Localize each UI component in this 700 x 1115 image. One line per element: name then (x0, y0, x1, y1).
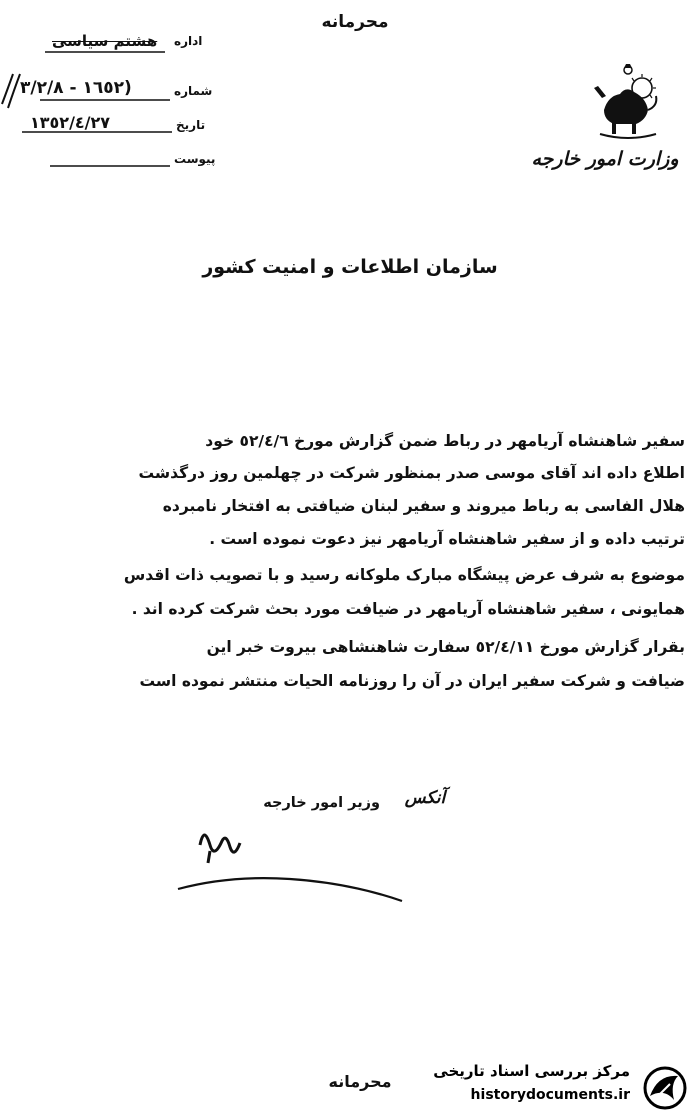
body-line: سفیر شاهنشاه آریامهر در رباط ضمن گزارش مورخ ٥٢/٤/٦ خود (205, 432, 685, 450)
classification-footer: محرمانه (328, 1072, 392, 1091)
body-line: اطلاع داده اند آقای موسی صدر بمنظور شرکت در چهلمین روز درگذشت (138, 464, 685, 482)
lion-and-sun-emblem-icon (586, 58, 670, 142)
number-value: (١٦٥٢ - ٣/٢/٨ (20, 78, 132, 98)
body-line: هلال الفاسی به رباط میروند و سفیر لبنان ضیافتی به افتخار نامبرده (162, 497, 685, 515)
handwritten-signature (170, 815, 410, 905)
date-label: تاریخ (176, 118, 206, 132)
date-value: ١٣٥٢/٤/٢٧ (30, 113, 111, 132)
classification-header: محرمانه (321, 12, 389, 32)
body-line: موضوع به شرف عرض پیشگاه مبارک ملوکانه رسید و با تصویب ذات اقدس (123, 566, 685, 584)
department-label: اداره (174, 34, 203, 48)
handwritten-note: آنکس (404, 788, 446, 808)
body-line: ترتیب داده و از سفیر شاهنشاه آریامهر نیز دعوت نموده است . (209, 530, 685, 548)
recipient-title: سازمان اطلاعات و امنیت کشور (202, 256, 498, 278)
watermark-url: historydocuments.ir (470, 1087, 630, 1103)
body-line: ضیافت و شرکت سفیر ایران در آن را روزنامه الحیات منتشر نموده است (139, 672, 685, 690)
body-line: همایونی ، سفیر شاهنشاه آریامهر در ضیافت مورد بحث شرکت کرده اند . (131, 600, 685, 618)
archive-watermark (400, 1060, 700, 1115)
attachment-label: پیوست (174, 152, 216, 166)
signer-title: وزیر امور خارجه (263, 795, 380, 811)
department-value: هشتم سیاسی (52, 32, 158, 50)
number-label: شماره (174, 84, 213, 98)
ministry-name: وزارت امور خارجه (531, 148, 679, 170)
watermark-title: مرکز بررسی اسناد تاریخی (433, 1062, 630, 1080)
meta-lines (0, 0, 240, 180)
archive-logo-icon (640, 1064, 690, 1112)
body-line: بقرار گزارش مورخ ٥٢/٤/١١ سفارت شاهنشاهی بیروت خبر این (206, 638, 685, 656)
